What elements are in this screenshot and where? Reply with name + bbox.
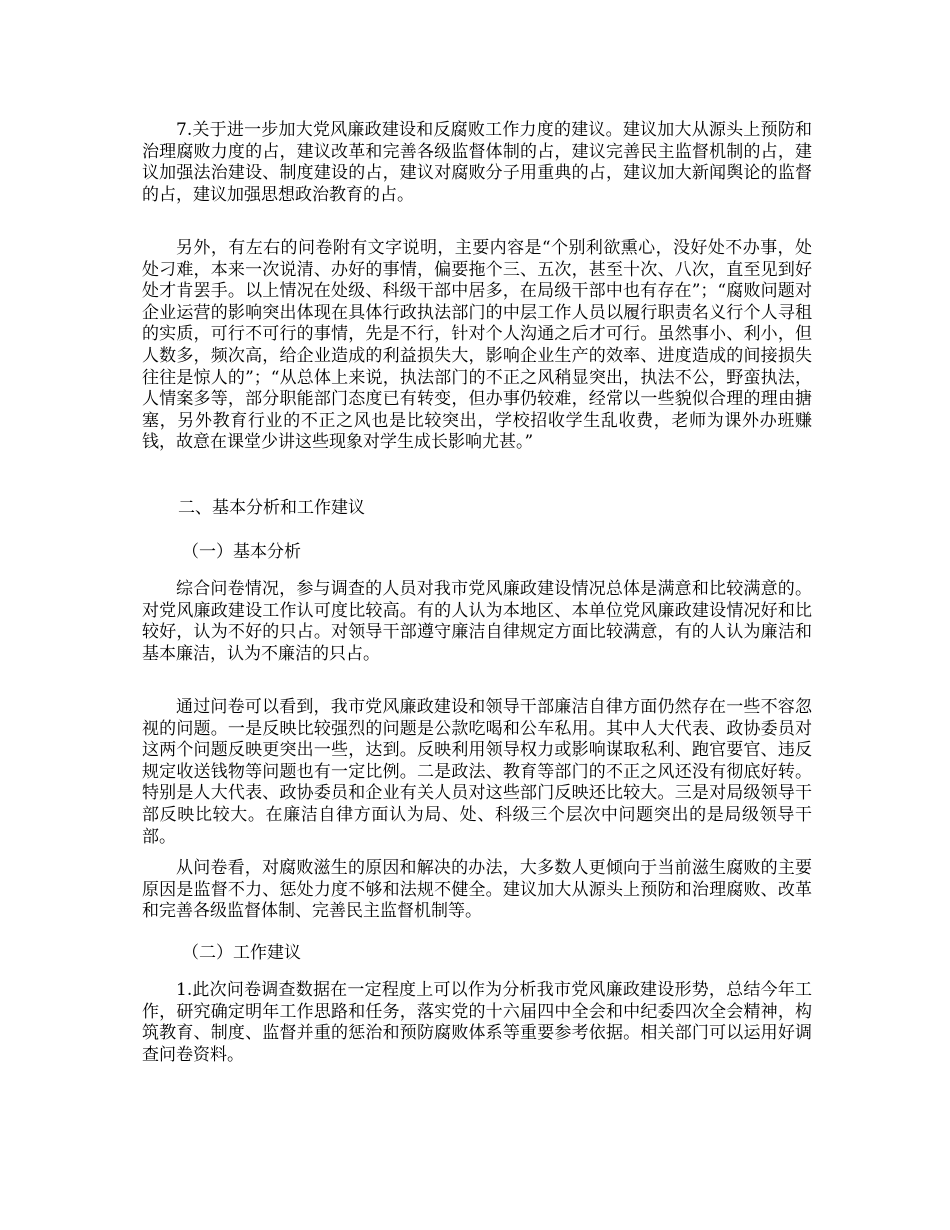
paragraph-questionnaire-comments: 另外，有左右的问卷附有文字说明，主要内容是“个别利欲熏心，没好处不办事，处处刁难，本来一次说清、办好的事情，偏要拖个三、五次，甚至十次、八次，直至见到好处才肯罢手。以上情况在处级、科级干部中居多，在局级干部中也有存在”；“腐败问题对企业运营的影响突出体现在具体行政执法部门的中层工作人员以履行职责名义行个人寻租的实质，可行不可行的事情，先是不行，针对个人沟通之后才可行。虽然事小、利小，但人数多，频次高，给企业造成的利益损失大，影响企业生产的效率、进度造成的间接损失往往是惊人的”；“从总体上来说，执法部门的不正之风稍显突出，执法不公，野蛮执法，人情案多等，部分职能部门态度已有转变，但办事仍较难，经常以一些貌似合理的理由搪塞，另外教育行业的不正之风也是比较突出，学校招收学生乱收费，老师为课外办班赚钱，故意在课堂少讲这些现象对学生成长影响尤甚。” [142,238,812,453]
subsection-heading-work-suggestions: （二）工作建议 [182,943,301,963]
paragraph-recommendation-7: 7.关于进一步加大党风廉政建设和反腐败工作力度的建议。建议加大从源头上预防和治理腐败力度的占，建议改革和完善各级监督体制的占，建议完善民主监督机制的占，建议加强法治建设、制度建设的占，建议对腐败分子用重典的占，建议加大新闻舆论的监督的占，建议加强思想政治教育的占。 [142,120,812,205]
subsection-heading-basic-analysis: （一）基本分析 [182,542,301,562]
section-heading-analysis-suggestions: 二、基本分析和工作建议 [178,498,365,518]
paragraph-overall-satisfaction: 综合问卷情况，参与调查的人员对我市党风廉政建设情况总体是满意和比较满意的。对党风廉政建设工作认可度比较高。有的人认为本地区、本单位党风廉政建设情况好和比较好，认为不好的只占。对领导干部遵守廉洁自律规定方面比较满意，有的人认为廉洁和基本廉洁，认为不廉洁的只占。 [142,579,812,664]
paragraph-suggestion-1: 1.此次问卷调查数据在一定程度上可以作为分析我市党风廉政建设形势，总结今年工作，研究确定明年工作思路和任务，落实党的十六届四中全会和中纪委四次全会精神，构筑教育、制度、监督并重的惩治和预防腐败体系等重要参考依据。相关部门可以运用好调查问卷资料。 [142,980,812,1065]
paragraph-causes-solutions: 从问卷看，对腐败滋生的原因和解决的办法，大多数人更倾向于当前滋生腐败的主要原因是监督不力、惩处力度不够和法规不健全。建议加大从源头上预防和治理腐败、改革和完善各级监督体制、完善民主监督机制等。 [142,858,812,922]
paragraph-problems-identified: 通过问卷可以看到，我市党风廉政建设和领导干部廉洁自律方面仍然存在一些不容忽视的问题。一是反映比较强烈的问题是公款吃喝和公车私用。其中人大代表、政协委员对这两个问题反映更突出一些，达到。反映利用领导权力或影响谋取私利、跑官要官、违反规定收送钱物等问题也有一定比例。二是政法、教育等部门的不正之风还没有彻底好转。特别是人大代表、政协委员和企业有关人员对这些部门反映还比较大。三是对局级领导干部反映比较大。在廉洁自律方面认为局、处、科级三个层次中问题突出的是局级领导干部。 [142,697,812,847]
